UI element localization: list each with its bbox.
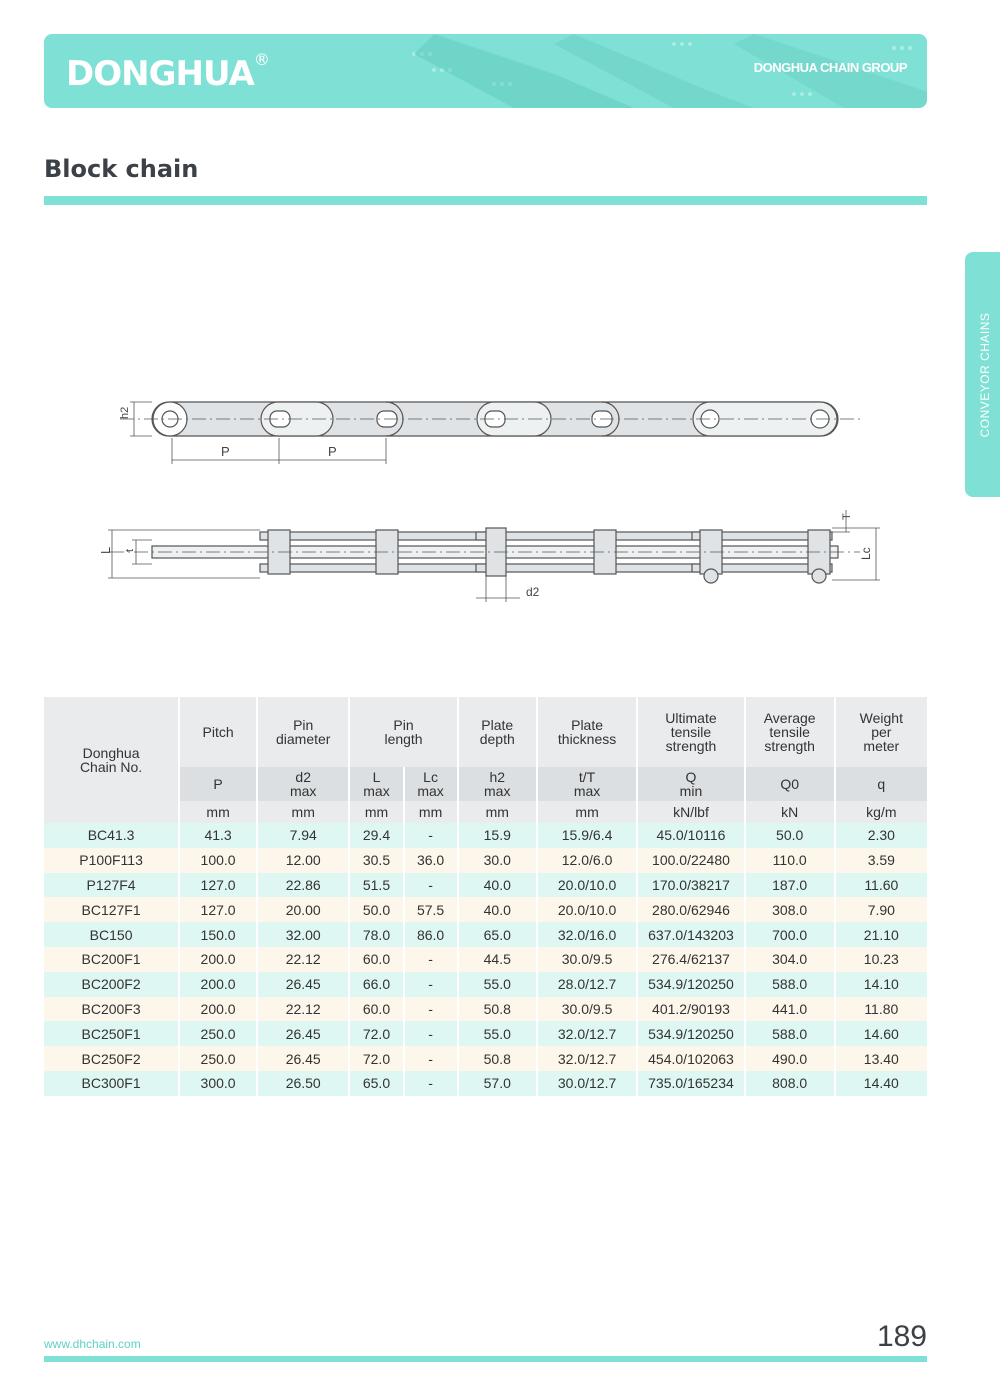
table-cell: 300.0 [179,1071,257,1096]
footer-url[interactable]: www.dhchain.com [44,1337,141,1351]
table-cell: 60.0 [349,997,403,1022]
table-cell: 250.0 [179,1021,257,1046]
header-ultimate-strength: Ultimate tensile strength [637,697,744,767]
unit-pin-length-L: mm [349,801,403,823]
table-cell: 100.0 [179,848,257,873]
label-h2: h2 [119,406,131,419]
table-cell: 11.80 [835,997,927,1022]
table-cell: 32.0/12.7 [537,1021,637,1046]
table-cell: - [404,823,458,848]
label-pitch-2: P [328,444,337,459]
table-cell: - [404,997,458,1022]
group-name: DONGHUA CHAIN GROUP [753,60,907,75]
symbol-pin-length-L: L max [349,767,403,801]
label-t: t [124,548,136,552]
symbol-pitch: P [179,767,257,801]
label-Lc: Lc [859,547,873,560]
table-cell: 28.0/12.7 [537,972,637,997]
table-cell: 280.0/62946 [637,897,744,922]
table-cell: 637.0/143203 [637,922,744,947]
table-cell: - [404,1071,458,1096]
symbol-pin-length-Lc: Lc max [404,767,458,801]
table-cell: 32.0/16.0 [537,922,637,947]
table-cell: 29.4 [349,823,403,848]
unit-average-strength: kN [745,801,835,823]
chain-number-cell: BC127F1 [44,897,179,922]
header-pitch: Pitch [179,697,257,767]
table-cell: 40.0 [458,897,537,922]
table-cell: 22.12 [257,947,349,972]
table-cell: 26.45 [257,1021,349,1046]
table-row [44,873,927,898]
table-cell: 7.90 [835,897,927,922]
table-cell: 11.60 [835,873,927,898]
table-cell: 26.45 [257,972,349,997]
table-cell: 150.0 [179,922,257,947]
symbol-plate-thickness: t/T max [537,767,637,801]
table-cell: 55.0 [458,1021,537,1046]
table-cell: 127.0 [179,897,257,922]
table-cell: 66.0 [349,972,403,997]
unit-pitch: mm [179,801,257,823]
symbol-ultimate-strength: Q min [637,767,744,801]
header-weight: Weight per meter [835,697,927,767]
chain-number-cell: BC250F1 [44,1021,179,1046]
chain-drawing [90,380,890,610]
symbol-plate-depth: h2 max [458,767,537,801]
table-cell: - [404,1046,458,1071]
table-cell: 304.0 [745,947,835,972]
side-tab: CONVEYOR CHAINS [965,252,1000,497]
chain-number-cell: P127F4 [44,873,179,898]
chain-number-cell: BC150 [44,922,179,947]
table-row [44,922,927,947]
table-cell: 50.0 [745,823,835,848]
table-cell: 40.0 [458,873,537,898]
table-cell: 22.12 [257,997,349,1022]
table-cell: 15.9 [458,823,537,848]
table-row [44,848,927,873]
chain-number-cell: BC300F1 [44,1071,179,1096]
top-view [120,402,860,436]
table-cell: 127.0 [179,873,257,898]
table-cell: 250.0 [179,1046,257,1071]
table-cell: 14.10 [835,972,927,997]
table-cell: 44.5 [458,947,537,972]
table-cell: 65.0 [349,1071,403,1096]
chain-number-cell: BC41.3 [44,823,179,848]
header-plate-depth: Plate depth [458,697,537,767]
table-cell: 30.0/9.5 [537,997,637,1022]
table-cell: 401.2/90193 [637,997,744,1022]
table-cell: 30.0/12.7 [537,1071,637,1096]
header-plate-thickness: Plate thickness [537,697,637,767]
unit-ultimate-strength: kN/lbf [637,801,744,823]
header-average-strength: Average tensile strength [745,697,835,767]
page-title: Block chain [44,155,199,183]
table-cell: 110.0 [745,848,835,873]
table-cell: 308.0 [745,897,835,922]
label-d2: d2 [526,585,540,599]
header-pin-length: Pin length [349,697,457,767]
table-cell: 30.0/9.5 [537,947,637,972]
chain-number-cell: P100F113 [44,848,179,873]
table-cell: 86.0 [404,922,458,947]
table-cell: 57.5 [404,897,458,922]
table-cell: 50.8 [458,997,537,1022]
table-cell: 10.23 [835,947,927,972]
table-cell: 490.0 [745,1046,835,1071]
table-cell: 454.0/102063 [637,1046,744,1071]
header-pin-diameter: Pin diameter [257,697,349,767]
chain-number-cell: BC200F1 [44,947,179,972]
table-cell: 588.0 [745,1021,835,1046]
footer-divider [44,1356,927,1362]
table-cell: 7.94 [257,823,349,848]
table-cell: 200.0 [179,972,257,997]
table-cell: 32.00 [257,922,349,947]
logo: DONGHUA® [66,50,269,94]
table-cell: 187.0 [745,873,835,898]
table-cell: 276.4/62137 [637,947,744,972]
table-cell: 534.9/120250 [637,972,744,997]
symbol-weight: q [835,767,927,801]
table-cell: 14.60 [835,1021,927,1046]
table-cell: 441.0 [745,997,835,1022]
table-cell: 32.0/12.7 [537,1046,637,1071]
table-cell: 50.0 [349,897,403,922]
label-L: L [98,546,113,554]
table-cell: 170.0/38217 [637,873,744,898]
table-cell: 13.40 [835,1046,927,1071]
table-cell: 808.0 [745,1071,835,1096]
unit-pin-length-Lc: mm [404,801,458,823]
table-cell: 45.0/10116 [637,823,744,848]
table-cell: 41.3 [179,823,257,848]
table-cell: 100.0/22480 [637,848,744,873]
table-cell: 588.0 [745,972,835,997]
side-view [110,528,860,583]
table-cell: - [404,972,458,997]
table-cell: 57.0 [458,1071,537,1096]
spec-table [44,697,927,1096]
table-row [44,897,927,922]
table-cell: 14.40 [835,1071,927,1096]
table-row [44,823,927,848]
table-row [44,947,927,972]
unit-plate-thickness: mm [537,801,637,823]
page-number: 189 [876,1320,927,1353]
table-cell: 26.45 [257,1046,349,1071]
header-banner [44,34,927,108]
table-cell: 20.00 [257,897,349,922]
table-cell: 50.8 [458,1046,537,1071]
symbol-average-strength: Q0 [745,767,835,801]
table-row [44,1021,927,1046]
unit-pin-diameter: mm [257,801,349,823]
table-cell: 60.0 [349,947,403,972]
table-cell: 15.9/6.4 [537,823,637,848]
table-cell: 78.0 [349,922,403,947]
table-cell: 200.0 [179,997,257,1022]
table-cell: 700.0 [745,922,835,947]
table-cell: 51.5 [349,873,403,898]
table-cell: 72.0 [349,1021,403,1046]
table-cell: 72.0 [349,1046,403,1071]
table-cell: 2.30 [835,823,927,848]
table-cell: 12.0/6.0 [537,848,637,873]
table-cell: 21.10 [835,922,927,947]
table-row [44,997,927,1022]
table-cell: 65.0 [458,922,537,947]
table-cell: 20.0/10.0 [537,897,637,922]
title-divider [44,196,927,205]
label-T: T [841,513,853,520]
chain-number-cell: BC200F2 [44,972,179,997]
header-chain-no: Donghua Chain No. [44,697,179,823]
table-cell: 3.59 [835,848,927,873]
table-cell: 22.86 [257,873,349,898]
table-cell: - [404,947,458,972]
table-cell: 36.0 [404,848,458,873]
unit-weight: kg/m [835,801,927,823]
table-cell: 55.0 [458,972,537,997]
unit-plate-depth: mm [458,801,537,823]
table-row [44,1071,927,1096]
table-cell: - [404,873,458,898]
table-cell: 735.0/165234 [637,1071,744,1096]
table-cell: 30.5 [349,848,403,873]
label-pitch-1: P [221,444,230,459]
table-row [44,1046,927,1071]
chain-number-cell: BC250F2 [44,1046,179,1071]
table-cell: - [404,1021,458,1046]
table-cell: 26.50 [257,1071,349,1096]
chain-number-cell: BC200F3 [44,997,179,1022]
table-row [44,972,927,997]
symbol-pin-diameter: d2 max [257,767,349,801]
table-cell: 200.0 [179,947,257,972]
table-cell: 20.0/10.0 [537,873,637,898]
table-cell: 534.9/120250 [637,1021,744,1046]
table-cell: 30.0 [458,848,537,873]
table-cell: 12.00 [257,848,349,873]
